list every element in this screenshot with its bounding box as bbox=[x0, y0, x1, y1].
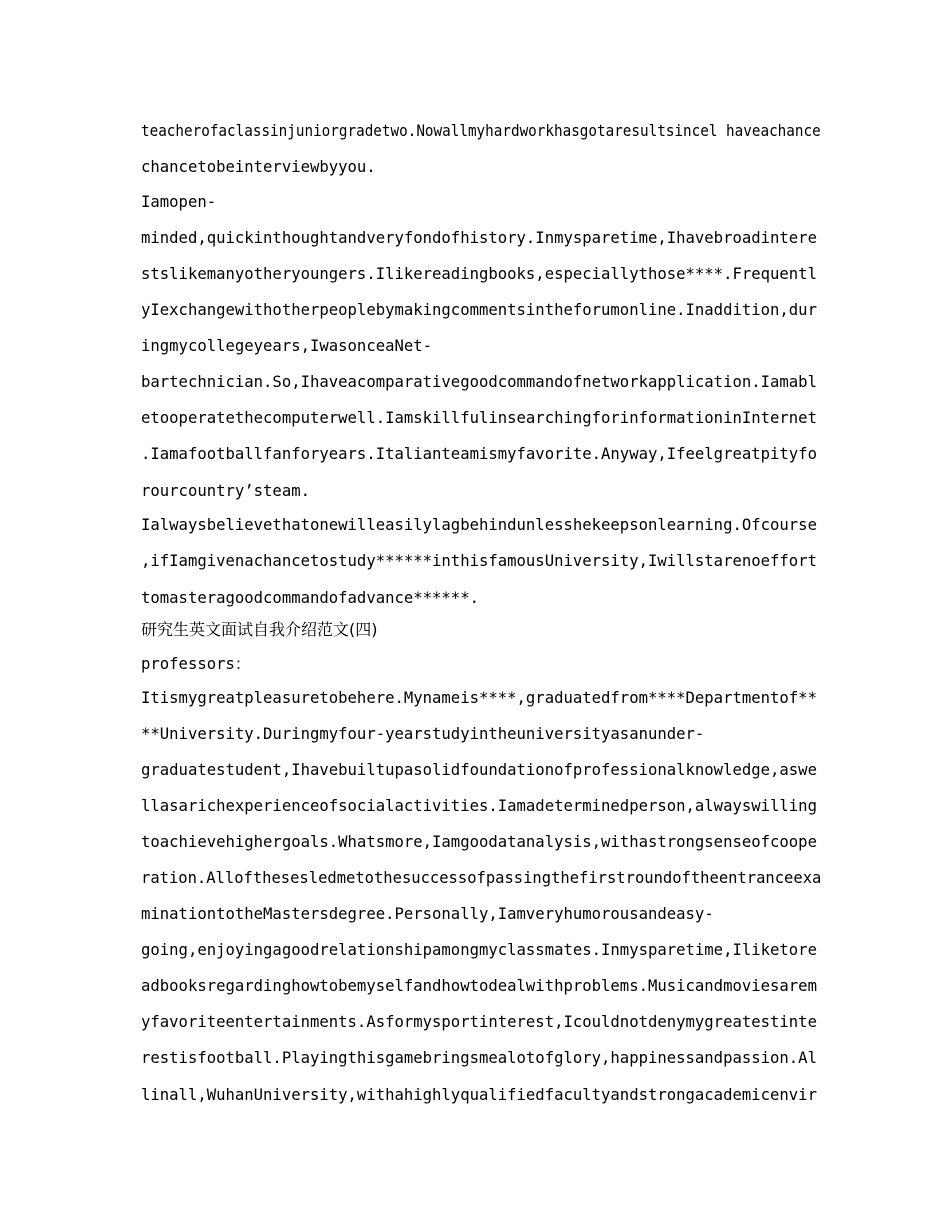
text-line: Itismygreatpleasuretobehere.Mynameis****,graduatedfrom****Departmentof** bbox=[141, 689, 817, 707]
section-heading: 研究生英文面试自我介绍范文(四) bbox=[141, 620, 378, 639]
text-line: tomasteragoodcommandofadvance******. bbox=[141, 589, 479, 607]
text-line: bartechnician.So,Ihaveacomparativegoodcommandofnetworkapplication.Iamabl bbox=[141, 373, 817, 391]
text-line: yIexchangewithotherpeoplebymakingcommentsintheforumonline.Inaddition,dur bbox=[141, 301, 817, 319]
text-line: **University.Duringmyfour-yearstudyintheuniversityasanunder- bbox=[141, 725, 705, 743]
text-line: professors： bbox=[141, 655, 251, 673]
text-line: Iamopen- bbox=[141, 193, 217, 211]
text-line: minationtotheMastersdegree.Personally,Iamveryhumorousandeasy- bbox=[141, 905, 714, 923]
text-line: stslikemanyotheryoungers.Ilikereadingbooks,especiallythose****.Frequentl bbox=[141, 265, 817, 283]
text-line: linall,WuhanUniversity,withahighlyqualifiedfacultyandstrongacademicenvir bbox=[141, 1086, 817, 1104]
text-line: chancetobeinterviewbyyou. bbox=[141, 158, 376, 176]
text-line: Ialwaysbelievethatonewilleasilylagbehindunlesshekeepsonlearning.Ofcourse bbox=[141, 516, 817, 534]
text-line: toachievehighergoals.Whatsmore,Iamgoodatanalysis,withastrongsenseofcoope bbox=[141, 833, 817, 851]
text-line: llasarichexperienceofsocialactivities.Iamadeterminedperson,alwayswilling bbox=[141, 797, 817, 815]
text-line: yfavoriteentertainments.Asformysportinterest,Icouldnotdenymygreatestinte bbox=[141, 1013, 817, 1031]
text-line: rourcountry’steam. bbox=[141, 482, 310, 500]
text-line: ,ifIamgivenachancetostudy******inthisfamousUniversity,Iwillstarenoeffort bbox=[141, 552, 817, 570]
text-line: ingmycollegeyears,IwasonceaNet- bbox=[141, 337, 433, 355]
text-line: etooperatethecomputerwell.IamskillfulinsearchingforinformationinInternet bbox=[141, 409, 817, 427]
text-line: ration.Allofthesesledmetothesuccessofpassingthefirstroundoftheentranceexa bbox=[141, 869, 822, 887]
text-line: graduatestudent,Ihavebuiltupasolidfoundationofprofessionalknowledge,aswe bbox=[141, 761, 817, 779]
text-line: .Iamafootballfanforyears.Italianteamismyfavorite.Anyway,Ifeelgreatpityfo bbox=[141, 445, 817, 463]
text-line: restisfootball.Playingthisgamebringsmealotofglory,happinessandpassion.Al bbox=[141, 1049, 817, 1067]
text-line: going,enjoyingagoodrelationshipamongmyclassmates.Inmysparetime,Iliketore bbox=[141, 941, 817, 959]
text-line: teacherofaclassinjuniorgradetwo.Nowallmyhardworkhasgotaresultsincel haveachance bbox=[141, 122, 821, 140]
text-line: adbooksregardinghowtobemyselfandhowtodealwithproblems.Musicandmoviesarem bbox=[141, 977, 817, 995]
text-line: minded,quickinthoughtandveryfondofhistory.Inmysparetime,Ihavebroadintere bbox=[141, 229, 817, 247]
